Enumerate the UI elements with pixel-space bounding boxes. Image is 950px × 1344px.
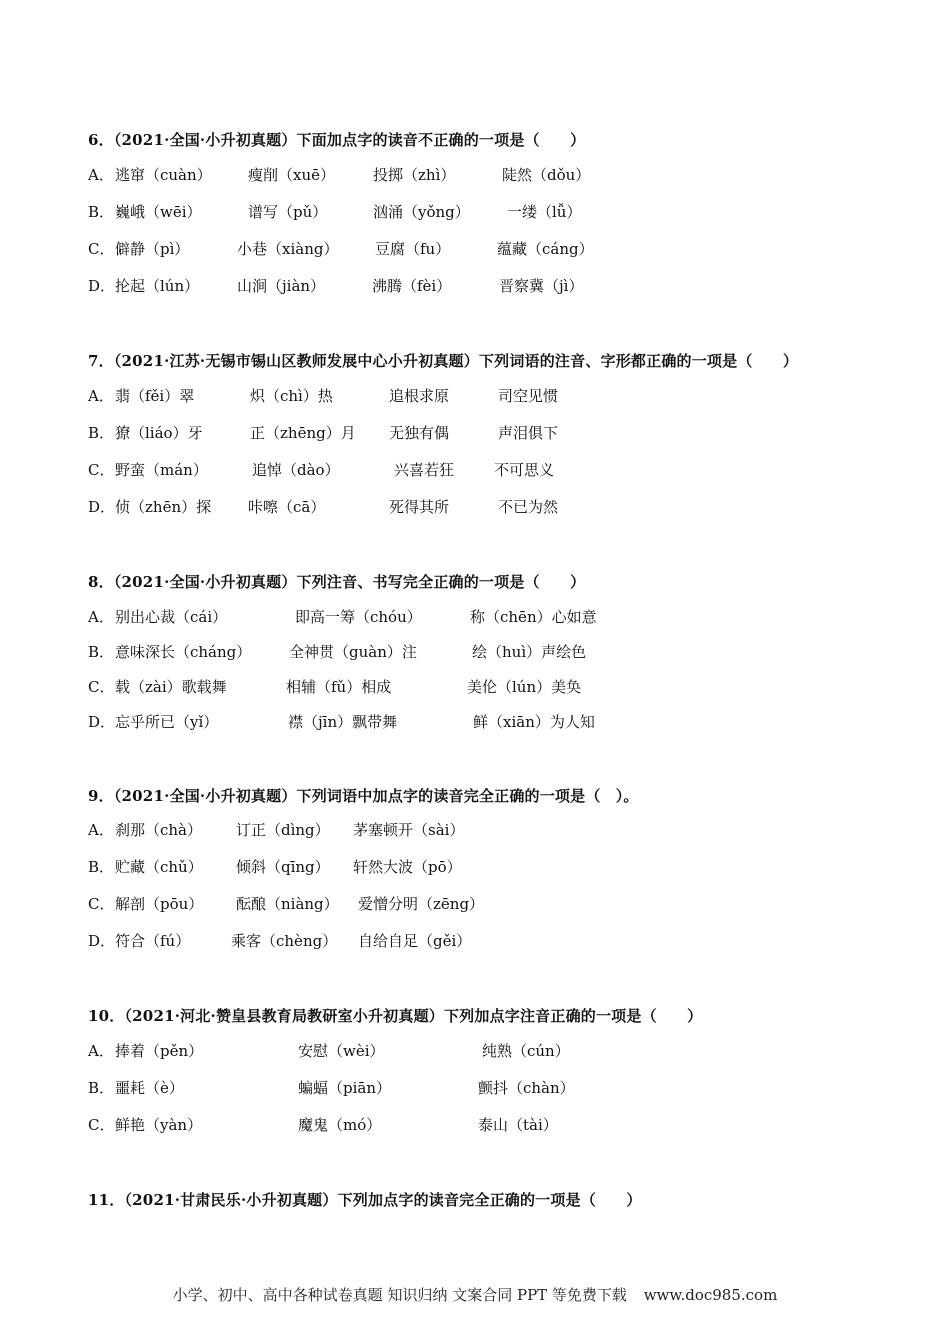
page-footer [0,1284,950,1305]
option-item: 汹涌（yǒng） [373,203,470,221]
option-item: 称（chēn）心如意 [470,608,597,626]
option-item: 安慰（wèi） [298,1042,385,1060]
option-item: 兴喜若狂 [394,461,455,479]
option-item: 小巷（xiàng） [237,240,339,258]
option-letter: B． [88,1079,115,1097]
option-item: 死得其所 [389,498,450,516]
question-6-option-a [88,164,928,186]
question-7-option-b [88,422,928,444]
question-6-option-b [88,201,928,223]
option-letter: A． [88,821,114,839]
question-10-option-b [88,1077,928,1099]
question-9-title: 9．（2021·全国·小升初真题）下列词语中加点字的读音完全正确的一项是（ ）。 [88,787,639,805]
option-item: 晋察冀（jì） [499,277,584,295]
option-item: 噩耗（è） [115,1079,184,1097]
option-item: 声泪俱下 [498,424,559,442]
option-letter: C． [88,1116,115,1134]
option-item: 刹那（chà） [115,821,203,839]
option-item: 咔嚓（cā） [248,498,326,516]
option-letter: A． [88,1042,114,1060]
option-item: 载（zài）歌载舞 [115,678,227,696]
question-8-option-b [88,641,928,663]
option-item: 解剖（pōu） [115,895,204,913]
option-letter: A． [88,387,114,405]
option-item: 沸腾（fèi） [372,277,452,295]
option-letter: C． [88,461,115,479]
option-item: 僻静（pì） [115,240,190,258]
option-item: 一缕（lǚ） [507,203,582,221]
option-letter: B． [88,424,115,442]
question-8-option-c [88,676,928,698]
question-7-option-d [88,496,928,518]
option-item: 巍峨（wēi） [115,203,202,221]
question-7-option-a [88,385,928,407]
option-item: 美伦（lún）美奂 [467,678,582,696]
option-item: 不已为然 [498,498,559,516]
option-item: 抡起（lún） [115,277,200,295]
option-item: 魔鬼（mó） [298,1116,382,1134]
option-item: 蕴藏（cáng） [497,240,594,258]
question-6-option-d [88,275,928,297]
option-item: 瘦削（xuē） [248,166,335,184]
option-letter: B． [88,858,115,876]
option-item: 符合（fú） [115,932,191,950]
option-letter: B． [88,643,115,661]
option-item: 泰山（tài） [478,1116,558,1134]
option-letter: D． [88,277,116,295]
question-10-option-c [88,1114,928,1136]
option-item: 侦（zhēn）探 [115,498,212,516]
option-item: 纯熟（cún） [482,1042,570,1060]
footer-site-link[interactable]: www.doc985.com [643,1286,778,1304]
option-item: 襟（jīn）飘带舞 [288,713,398,731]
option-item: 无独有偶 [389,424,450,442]
question-7-title: 7．（2021·江苏·无锡市锡山区教师发展中心小升初真题）下列词语的注音、字形都正确的一项是（ ） [88,352,799,370]
option-item: 追悼（dào） [252,461,340,479]
option-item: 乘客（chèng） [231,932,338,950]
option-item: 豆腐（fu） [375,240,451,258]
option-item: 忘乎所已（yǐ） [115,713,219,731]
option-item: 颤抖（chàn） [478,1079,575,1097]
option-item: 轩然大波（pō） [353,858,462,876]
option-item: 酝酿（niàng） [236,895,339,913]
option-item: 追根求原 [389,387,450,405]
option-letter: B． [88,203,115,221]
option-item: 茅塞顿开（sài） [353,821,465,839]
option-item: 山涧（jiàn） [237,277,326,295]
question-7-option-c [88,459,928,481]
option-item: 别出心裁（cái） [115,608,228,626]
question-11-title: 11．（2021·甘肃民乐·小升初真题）下列加点字的读音完全正确的一项是（ ） [88,1191,642,1209]
question-9-option-d [88,930,928,952]
option-letter: D． [88,498,116,516]
option-letter: D． [88,932,116,950]
option-item: 炽（chì）热 [250,387,333,405]
question-8-option-a [88,606,928,628]
option-item: 司空见惯 [498,387,559,405]
option-item: 蝙蝠（piān） [298,1079,392,1097]
option-item: 不可思义 [494,461,555,479]
footer-text: 小学、初中、高中各种试卷真题 知识归纳 文案合同 PPT 等免费下载 [172,1286,627,1304]
question-8-title: 8．（2021·全国·小升初真题）下列注音、书写完全正确的一项是（ ） [88,573,586,591]
option-item: 订正（dìng） [236,821,330,839]
option-letter: A． [88,608,114,626]
option-letter: C． [88,240,115,258]
option-item: 正（zhēng）月 [250,424,356,442]
option-item: 倾斜（qīng） [236,858,330,876]
option-item: 投掷（zhì） [373,166,456,184]
question-8-option-d [88,711,928,733]
option-item: 獠（liáo）牙 [115,424,203,442]
option-item: 陡然（dǒu） [502,166,591,184]
question-10-title: 10．（2021·河北·赞皇县教育局教研室小升初真题）下列加点字注音正确的一项是（ ） [88,1007,703,1025]
option-item: 意味深长（cháng） [115,643,252,661]
question-10-option-a [88,1040,928,1062]
question-6-option-c [88,238,928,260]
option-letter: C． [88,895,115,913]
option-item: 绘（huì）声绘色 [472,643,587,661]
option-item: 贮藏（chǔ） [115,858,203,876]
option-item: 野蛮（mán） [115,461,208,479]
question-9-option-c [88,893,928,915]
question-9-option-b [88,856,928,878]
option-item: 逃窜（cuàn） [115,166,212,184]
question-9-option-a [88,819,928,841]
option-letter: A． [88,166,114,184]
option-item: 全神贯（guàn）注 [289,643,417,661]
option-item: 即高一筹（chóu） [295,608,422,626]
question-6-title: 6．（2021·全国·小升初真题）下面加点字的读音不正确的一项是（ ） [88,131,586,149]
option-letter: C． [88,678,115,696]
option-item: 鲜艳（yàn） [115,1116,203,1134]
option-item: 捧着（pěn） [115,1042,204,1060]
option-item: 鲜（xiān）为人知 [473,713,595,731]
option-item: 自给自足（gěi） [358,932,472,950]
option-item: 相辅（fǔ）相成 [286,678,392,696]
option-item: 翡（fěi）翠 [115,387,195,405]
option-item: 谱写（pǔ） [248,203,328,221]
option-item: 爱憎分明（zēng） [358,895,485,913]
option-letter: D． [88,713,116,731]
